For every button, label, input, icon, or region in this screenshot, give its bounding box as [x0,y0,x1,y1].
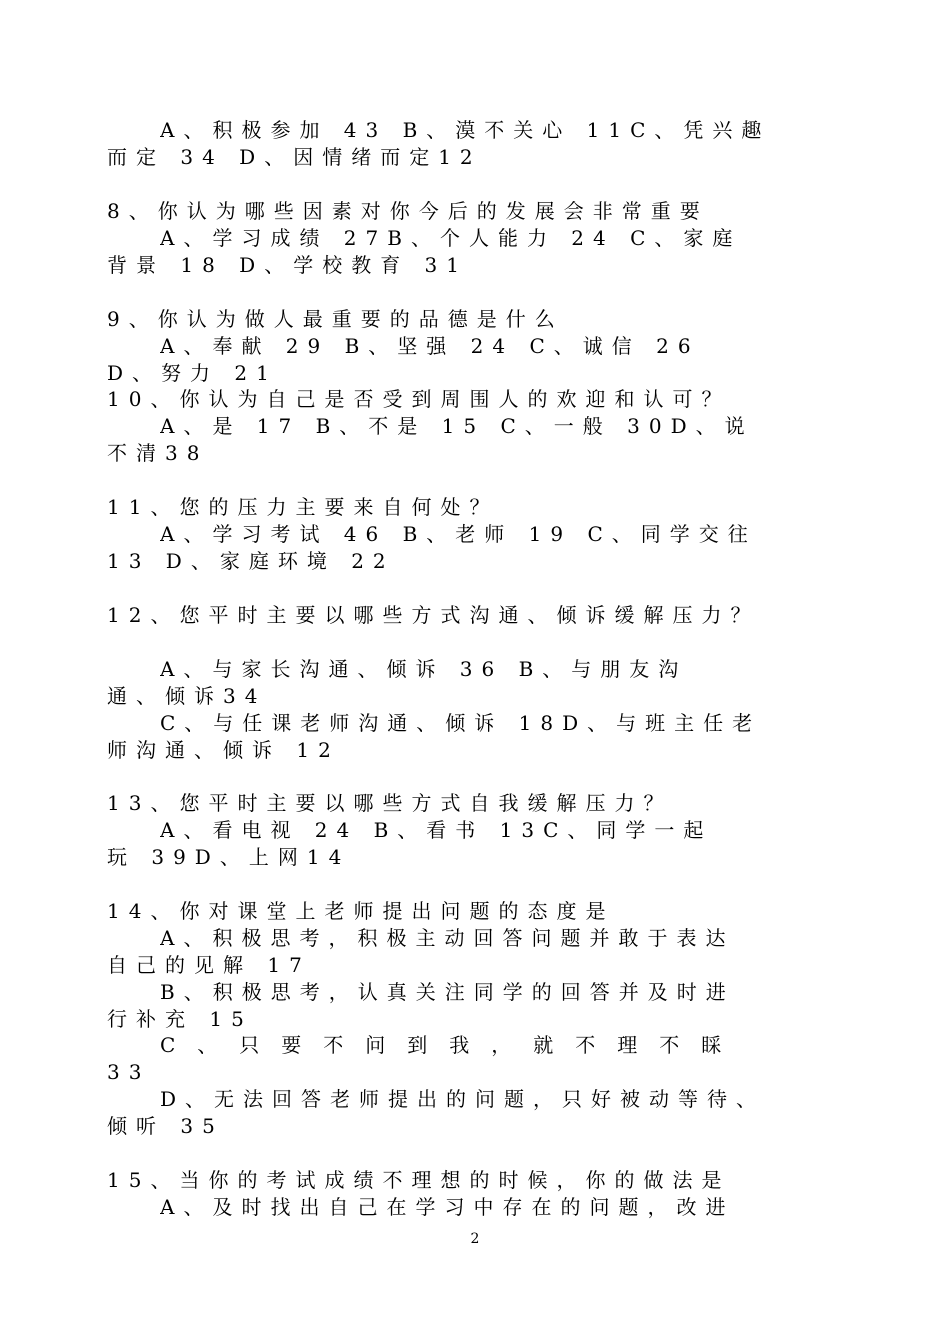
q15-option-a-line-1: A、及时找出自己在学习中存在的问题，改进 [160,1195,735,1219]
q9-option-line-2: D、努力 21 [107,361,278,385]
question-13: 13、您平时主要以哪些方式自我缓解压力？ [107,791,673,815]
question-8: 8、你认为哪些因素对你今后的发展会非常重要 [107,199,709,223]
q10-option-line-2: 不清38 [107,441,209,465]
q7-option-line-2: 而定 34 D、因情绪而定12 [107,145,482,169]
q14-option-a-line-1: A、积极思考，积极主动回答问题并敢于表达 [160,926,735,950]
q13-option-line-2: 玩 39D、上网14 [107,845,351,869]
q14-option-d-line-2: 倾听 35 [107,1114,224,1138]
q14-option-a-line-2: 自己的见解 17 [107,953,311,977]
q14-option-d-line-1: D、无法回答老师提出的问题，只好被动等待、 [160,1087,766,1111]
q12-option-line-3: C、与任课老师沟通、倾诉 18D、与班主任老 [160,711,762,735]
q7-option-line-1: A、积极参加 43 B、漠不关心 11C、凭兴趣 [160,118,771,142]
q14-option-b-line-1: B、积极思考，认真关注同学的回答并及时进 [160,980,735,1004]
q14-option-c-line-2: 33 [107,1060,151,1084]
q13-option-line-1: A、看电视 24 B、看书 13C、同学一起 [160,818,713,842]
q12-option-line-2: 通、倾诉34 [107,684,267,708]
q8-option-line-2: 背景 18 D、学校教育 31 [107,253,469,277]
q11-option-line-1: A、学习考试 46 B、老师 19 C、同学交往 [160,522,757,546]
question-11: 11、您的压力主要来自何处？ [107,495,499,519]
question-10: 10、你认为自己是否受到周围人的欢迎和认可？ [107,387,731,411]
question-12: 12、您平时主要以哪些方式沟通、倾诉缓解压力？ [107,603,760,627]
q14-option-b-line-2: 行补充 15 [107,1007,253,1031]
question-9: 9、你认为做人最重要的品德是什么 [107,307,564,331]
question-14: 14、你对课堂上老师提出问题的态度是 [107,899,615,923]
q11-option-line-2: 13 D、家庭环境 22 [107,549,395,573]
q12-option-line-1: A、与家长沟通、倾诉 36 B、与朋友沟 [160,657,688,681]
q8-option-line-1: A、学习成绩 27B、个人能力 24 C、家庭 [160,226,742,250]
q10-option-line-1: A、是 17 B、不是 15 C、一般 30D、说 [160,414,754,438]
q14-option-c-line-1: C、只要不问到我，就不理不睬 [160,1033,744,1057]
page-number: 2 [470,1231,480,1247]
question-15: 15、当你的考试成绩不理想的时候，你的做法是 [107,1168,731,1192]
q9-option-line-1: A、奉献 29 B、坚强 24 C、诚信 26 [160,334,700,358]
q12-option-line-4: 师沟通、倾诉 12 [107,738,340,762]
